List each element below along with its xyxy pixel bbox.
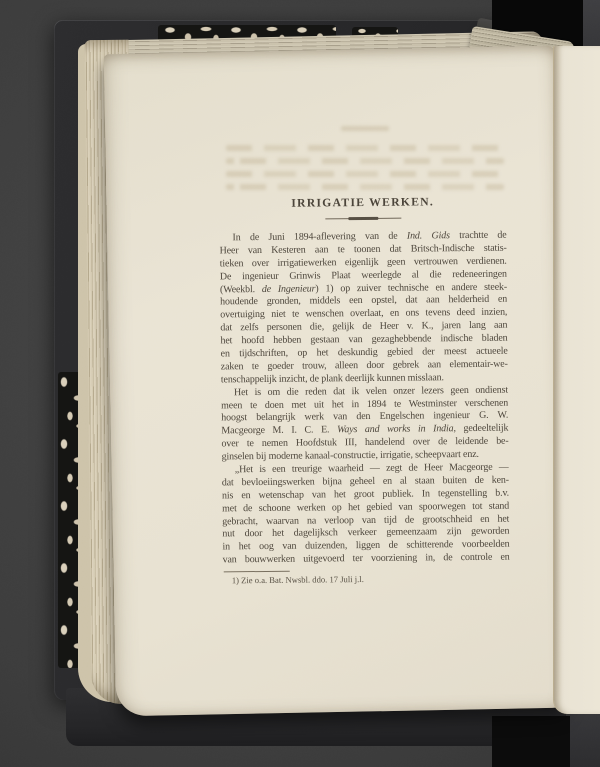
body-text bbox=[219, 230, 509, 568]
text-line: Heer van Kesteren aan te toonen dat Britsch-Indische statis- bbox=[219, 242, 507, 257]
text-line: dat zelfs personen die, gelijk de Heer v. K., jaren lang aan bbox=[220, 319, 508, 334]
footnote-area bbox=[223, 569, 510, 586]
text-line: dat bevloeiingswerken bijna geheel en al staan buiten de ken- bbox=[221, 474, 509, 489]
text-line: zaken te goeder trouw, alleen door gebrek aan elementair-we- bbox=[220, 358, 508, 373]
bleedthrough-line bbox=[226, 158, 504, 164]
printed-text-block bbox=[219, 195, 510, 586]
text-line: In de Juni 1894-aflevering van de Ind. Gids trachtte de bbox=[232, 229, 507, 244]
chapter-title: IRRIGATIE WERKEN. bbox=[291, 195, 435, 210]
text-line: meen te doen met uit het in 1894 te Westminster verschenen bbox=[221, 397, 509, 411]
text-line: in het oog van duizenden, liggen de schitterende voorbeelden bbox=[222, 538, 510, 553]
text-line: en tijdschriften, op het deskundig gebied der meest actueele bbox=[220, 345, 508, 360]
text-line: overtuiging niet te wenschen overlaat, en ons tevens deed inzien, bbox=[220, 306, 508, 321]
text-line: Macgeorge M. I. C. E. Ways and works in India, gedeeltelijk bbox=[221, 422, 509, 437]
text-line: het hoofd hebben gestaan van gezaghebbende indische bladen bbox=[220, 332, 508, 347]
text-line: hoogst belangrijk werk van den Engelschen ingenieur G. W. bbox=[221, 410, 509, 424]
gutter-shadow-void-bottom bbox=[492, 716, 576, 767]
text-line: van bouwwerken uitgevoerd ter voorziening in, de controle en bbox=[222, 551, 510, 566]
text-line: tenschappelijk inzicht, de plank deerlijk kunnen misslaan. bbox=[220, 372, 444, 386]
bleedthrough-line bbox=[226, 171, 504, 177]
bleedthrough-line bbox=[226, 145, 504, 151]
text-line: Het is om die reden dat ik velen onzer lezers geen ondienst bbox=[233, 384, 509, 398]
title-ornament-rule bbox=[325, 216, 401, 222]
text-line: „Het is een treurige waarheid — zegt de Heer Macgeorge — bbox=[234, 461, 509, 476]
rule-thick-center bbox=[348, 217, 378, 220]
text-line: over te nemen Hoofdstuk III, handelend over de leidende be- bbox=[221, 435, 509, 450]
footnote-separator-rule bbox=[224, 571, 290, 573]
text-line: nut door het dagelijksch verkeer gemeenzaam zijn geworden bbox=[222, 526, 510, 540]
text-line: met de schoone werken op het gebied van spoorwegen tot stand bbox=[222, 500, 510, 515]
verso-bleedthrough bbox=[226, 126, 504, 198]
footnote-text: 1) Zie o.a. Bat. Nwsbl. ddo. 17 Juli j.l. bbox=[231, 574, 364, 586]
text-line: gebracht, waarvan na verloop van tijd de grootschheid en het bbox=[222, 513, 510, 527]
bleedthrough-header-mark bbox=[341, 126, 389, 131]
text-line: tieken over irrigatiewerken eigenlijk geen vertrouwen verdienen. bbox=[219, 255, 507, 270]
text-line: (Weekbl. de Ingenieur) 1) op zuiver technische en andere steek- bbox=[219, 281, 508, 295]
text-line: ginselen bij moderne kanaal-constructie, irrigatie, scheepvaart enz. bbox=[221, 449, 479, 463]
text-line: nis en wetenschap van het groot publiek. In tegenstelling b.v. bbox=[221, 487, 510, 502]
text-line: houdende gronden, middels een opstel, dat aan helderheid en bbox=[220, 294, 508, 308]
bleedthrough-line bbox=[226, 184, 504, 190]
text-line: De ingenieur Grinwis Plaat weerlegde al die redeneeringen bbox=[219, 268, 507, 283]
facing-page-sliver bbox=[553, 46, 600, 714]
